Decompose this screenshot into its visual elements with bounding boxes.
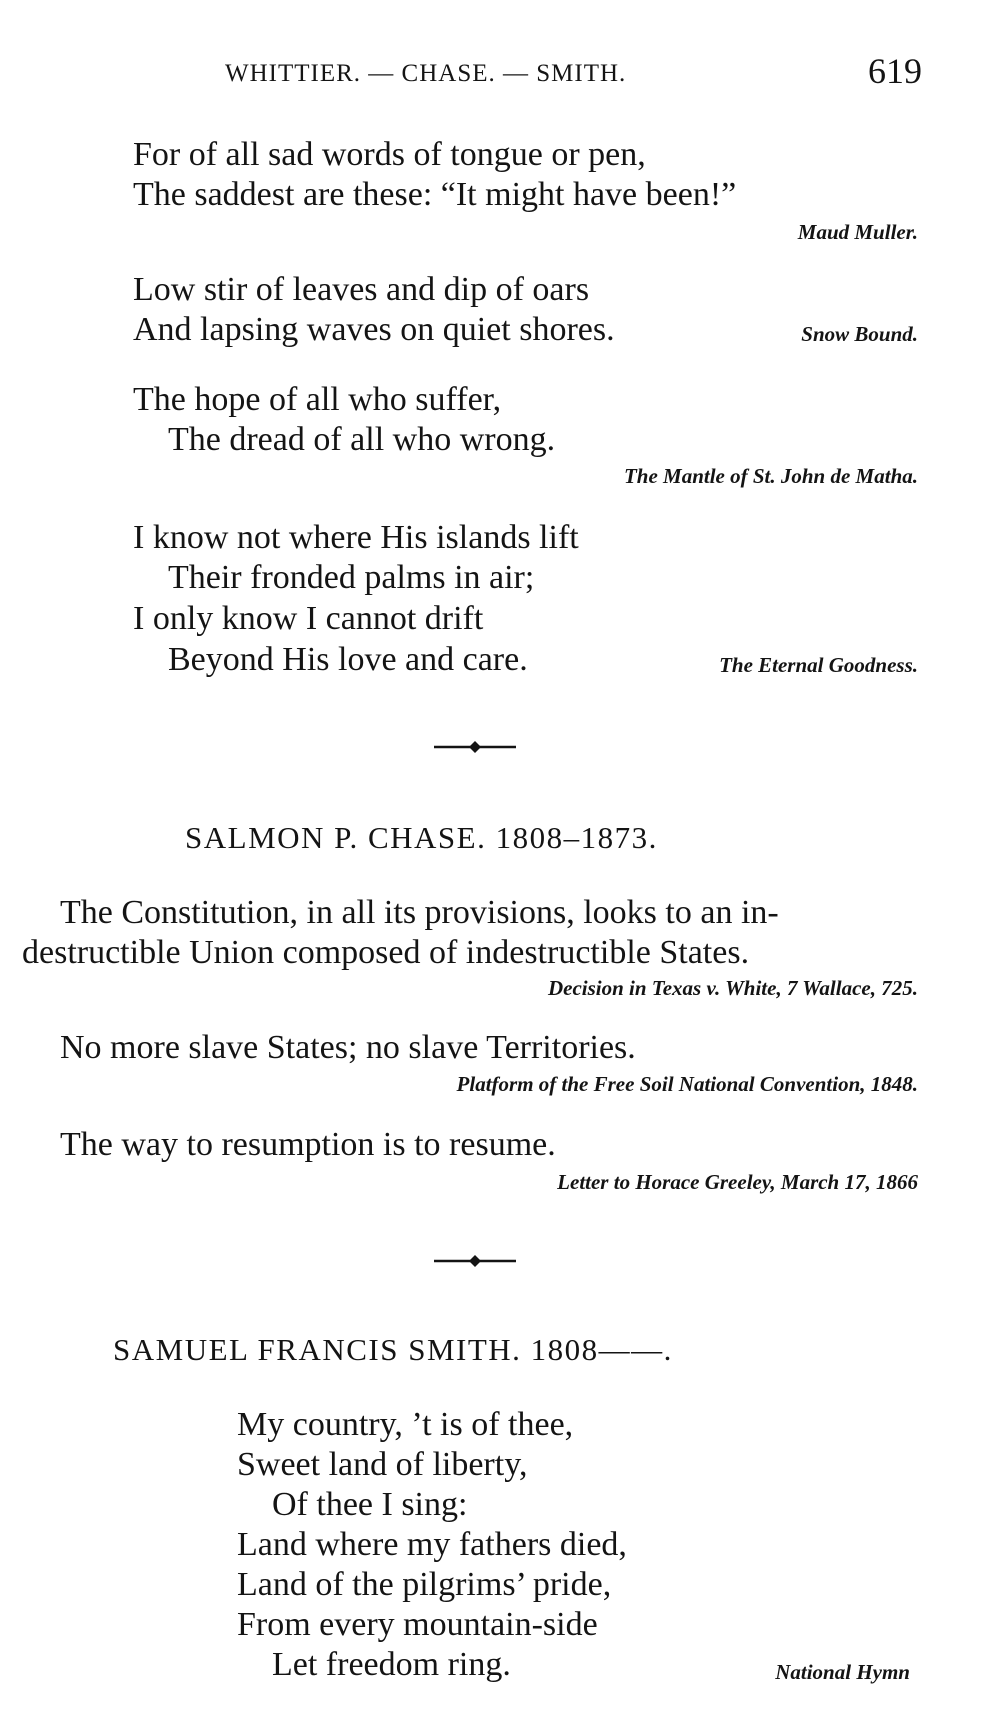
citation: Platform of the Free Soil National Convention, 1848. bbox=[456, 1072, 918, 1096]
ornamental-rule bbox=[430, 1254, 520, 1268]
citation: Letter to Horace Greeley, March 17, 1866 bbox=[557, 1170, 918, 1194]
prose-line: The Constitution, in all its provisions, looks to an in- bbox=[60, 894, 779, 931]
verse-line: The hope of all who suffer, bbox=[133, 381, 502, 418]
verse-line: The dread of all who wrong. bbox=[168, 421, 556, 458]
citation: Maud Muller. bbox=[797, 220, 918, 244]
prose-line: No more slave States; no slave Territories. bbox=[60, 1029, 636, 1066]
verse-line: Let freedom ring. bbox=[272, 1646, 511, 1683]
verse-line: I know not where His islands lift bbox=[133, 519, 579, 556]
verse-line: From every mountain-side bbox=[237, 1606, 598, 1643]
prose-line: The way to resumption is to resume. bbox=[60, 1126, 556, 1163]
citation: Snow Bound. bbox=[801, 322, 918, 346]
citation: Decision in Texas v. White, 7 Wallace, 725. bbox=[547, 976, 918, 1000]
section-title: SALMON P. CHASE. 1808–1873. bbox=[185, 820, 658, 855]
verse-line: Low stir of leaves and dip of oars bbox=[133, 271, 590, 308]
prose-line: destructible Union composed of indestructible States. bbox=[22, 934, 750, 971]
verse-line: Land of the pilgrims’ pride, bbox=[237, 1566, 612, 1603]
page-number: 619 bbox=[868, 51, 922, 91]
verse-line: I only know I cannot drift bbox=[133, 600, 484, 637]
verse-line: My country, ’t is of thee, bbox=[237, 1406, 574, 1443]
verse-line: Sweet land of liberty, bbox=[237, 1446, 528, 1483]
verse-line: Their fronded palms in air; bbox=[168, 559, 535, 596]
verse-line: And lapsing waves on quiet shores. bbox=[133, 311, 615, 348]
citation: The Mantle of St. John de Matha. bbox=[623, 464, 918, 488]
ornamental-rule bbox=[430, 740, 520, 754]
verse-line: Of thee I sing: bbox=[272, 1486, 468, 1523]
verse-line: For of all sad words of tongue or pen, bbox=[133, 136, 646, 173]
verse-line: Beyond His love and care. bbox=[168, 641, 528, 678]
citation: The Eternal Goodness. bbox=[719, 653, 918, 677]
verse-line: Land where my fathers died, bbox=[237, 1526, 627, 1563]
citation: National Hymn bbox=[775, 1660, 910, 1684]
section-title: SAMUEL FRANCIS SMITH. 1808——. bbox=[113, 1332, 673, 1367]
verse-line: The saddest are these: “It might have been!” bbox=[133, 176, 737, 213]
running-head: WHITTIER. — CHASE. — SMITH. bbox=[225, 60, 627, 87]
